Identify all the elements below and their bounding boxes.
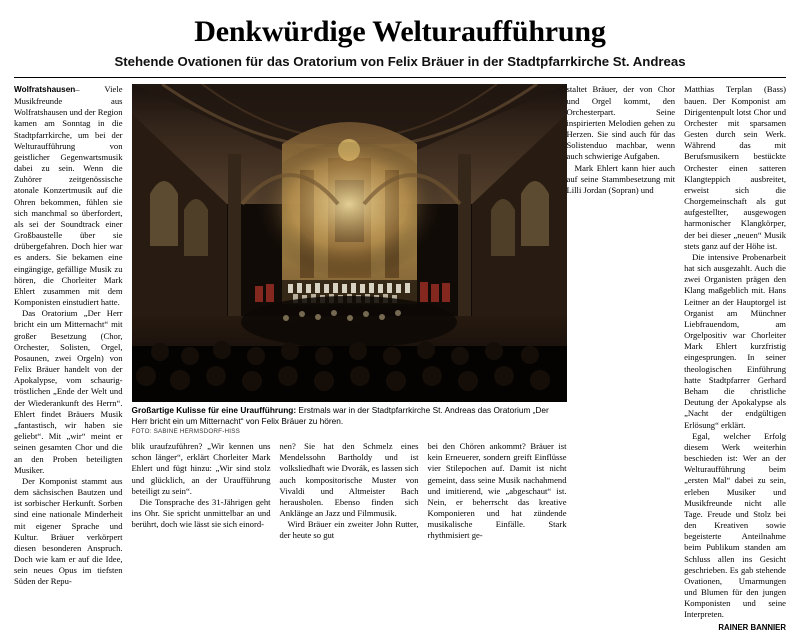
photo-block xyxy=(123,84,567,436)
paragraph xyxy=(14,84,123,308)
caption-lead: Großartige Kulisse für eine Uraufführung: xyxy=(131,405,297,416)
paragraph: Das Oratorium „Der Herr bricht ein um Mitternacht“ mit großer Besetzung (Chor, Orchester, Solisten, Orgel, Posaunen, zwei Orgeln) von Felix Bräuer handelt von der Apokalypse, vom schaurig-tröstlichen „Ende der Welt und der Wiederankunft des Herrn“. Ehlert findet Bräuers Musik „fantastisch, wir haben sie geliebt“. Mit „wir“ meint er seinen gesamten Chor und die an den Proben beteiligten Musiker. xyxy=(14,308,123,475)
paragraph: Die Tonsprache des 31-Jährigen geht ins Ohr. Sie spricht unmittelbar an und berührt, doch wie lässt sie sich einord- xyxy=(131,496,271,530)
text-column-6 xyxy=(675,84,786,632)
page-title: Denkwürdige Welturaufführung xyxy=(194,15,606,48)
paragraph: nen? Sie hat den Schmelz eines Mendelssohn Bartholdy und ist volksliedhaft wie Dvorák, es lassen sich auch kompositorische Muster von Vivaldi und Altmeister Bach herausholen. Ebenso finden sich Anklänge an Jazz und Filmmusik. xyxy=(279,441,419,519)
paragraph: Matthias Terplan (Bass) bauen. Der Komponist am Dirigentenpult lotst Chor und Orchester mit sparsamen Gesten durch sein Werk. Während das mit Berufsmusikern bestückte Orchester einen satteren Klangteppich ausbreitet, erweist sich die Chorgemeinschaft als gut aufgestellter, ausgewogen harmonischer Klangkörper, der bei dieser „neuen“ Musik stets ganz auf der Höhe ist. xyxy=(684,84,786,251)
text-column-5 xyxy=(567,84,676,554)
photo-caption xyxy=(132,402,567,436)
paragraph-text: – Viele Musikfreunde aus Wolfratshausen und der Region kamen am Sonntag in die Stadtpfarrkirche, um bei der Welturaufführung von geistlicher Gegenwartsmusik dabei zu sein. Wenn die Zuhörer zeitgenössische atonale Konzertmusik auf die Ohren bekommen, fühlen sie sich manchmal so überfordert, als sei der Soundtrack einer Großbaustelle über sie drübergefahren. Doch hier war es anders. Sie bekamen eine eingängige, gefällige Musik zu hören, die Chorleiter Mark Ehlert zusammen mit dem Komponisten einstudiert hatte. xyxy=(14,84,123,308)
paragraph: Der Komponist stammt aus dem sächsischen Bautzen und ist sorbischer Herkunft. Sorben sind eine nationale Minderheit mit eigener Sprache und Kultur. Bräuer verkörpert diesen besonderen Anspruch. Doch wie kam er auf die Idee, sein neues Opus im tiefsten Süden der Repu- xyxy=(14,475,123,587)
lower-text-columns xyxy=(123,441,567,542)
text-column-2 xyxy=(123,441,271,542)
caption-text: Erstmals war in der Stadtpfarrkirche St. Andreas das Oratorium „Der Herr bricht ein um Mitternacht“ von Felix Bräuer zu hören. xyxy=(131,405,549,427)
text-column-4 xyxy=(419,441,567,542)
paragraph: Egal, welcher Erfolg diesem Werk weiterhin beschieden ist: Wer an der Welturaufführung beim „ersten Mal“ dabei zu sein, erleben Musiker und Musikfreunde nicht alle Tage. Freude und Stolz bei den Kreativen sowie begeisterte Anteilnahme beim Publikum standen am Schluss allen ins Gesicht geschrieben. Es gab stehende Ovationen, Umarmungen und Blumen für den jungen Komponisten und seine Interpreten. xyxy=(684,430,786,620)
paragraph: Mark Ehlert kann hier auch auf seine Stammbesetzung mit Lilli Jordan (Sopran) und xyxy=(566,162,676,195)
dateline: Wolfratshausen xyxy=(14,85,76,95)
text-column-1 xyxy=(14,84,123,587)
text-column-3 xyxy=(271,441,419,542)
paragraph: bei den Chören ankommt? Bräuer ist kein Erneuerer, sondern greift Einflüsse vier Stilepochen auf. Damit ist nicht gemeint, dass seine Musik nachahmend und imitierend, wie „abgeschaut“ ist. Nein, er beherrscht das kreative Komponieren und hat zündende musikalische Einfälle. Stark rhythmisiert ge- xyxy=(427,441,567,541)
paragraph: Die intensive Probenarbeit hat sich ausgezahlt. Auch die zwei Organisten prägen den Klang maßgeblich mit. Hans Leitner an der Hauptorgel ist Organist am Münchner Liebfrauendom, am Orgelpositiv war Chorleiter Mark Ehlert kurzfristig eingesprungen. In seiner theologischen Einführung hatte Stadtpfarrer Gerhard Beham die christliche Deutung der Apokalypse als „Nacht der endgültigen Erlösung“ erklärt. xyxy=(684,251,786,430)
paragraph: staltet Bräuer, der von Chor und Orgel kommt, den Orchesterpart. Seine inspirierten Melodien gehen zu Herzen. Sie sind auch für das Solistenduo machbar, wenn auch schwierige Aufgaben. xyxy=(566,84,676,162)
photo-and-text-block xyxy=(123,84,567,554)
article-body xyxy=(14,84,786,632)
paragraph: Wird Bräuer ein zweiter John Rutter, der heute so gut xyxy=(279,519,419,541)
author-byline: RAINER BANNIER xyxy=(718,622,786,632)
photo-credit: FOTO: SABINE HERMSDORF-HISS xyxy=(131,427,241,435)
header-divider xyxy=(14,77,786,78)
church-concert-photo xyxy=(132,84,567,402)
paragraph: blik uraufzuführen? „Wir kennen uns schon länger“, erklärt Chorleiter Mark Ehlert und fügt hinzu: „Wir sind stolz und glücklich, an der Uraufführung beteiligt zu sein“. xyxy=(131,441,271,496)
page-subtitle: Stehende Ovationen für das Oratorium von Felix Bräuer in der Stadtpfarrkirche St. Andreas xyxy=(114,53,686,69)
